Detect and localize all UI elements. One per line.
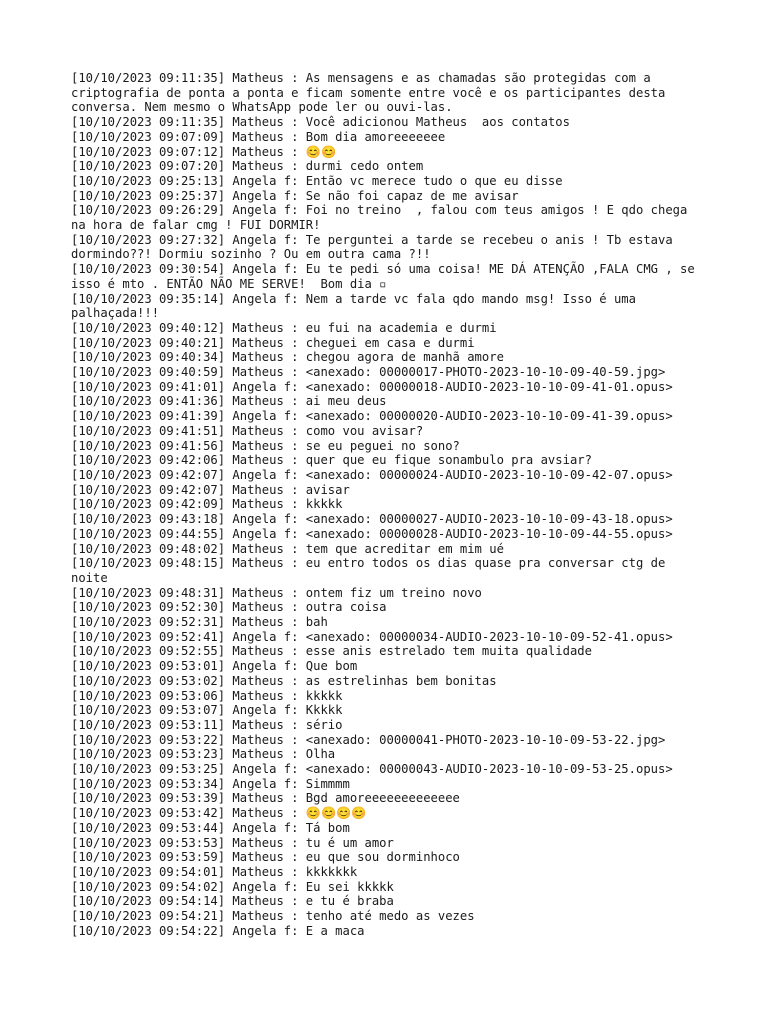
message-line: [10/10/2023 09:54:02] Angela f: Eu sei kkkkk: [71, 879, 394, 894]
chat-transcript: [71, 71, 703, 938]
message-line: [10/10/2023 09:40:34] Matheus : chegou agora de manhã amore: [71, 350, 504, 365]
message-line: [10/10/2023 09:54:14] Matheus : e tu é braba: [71, 894, 394, 909]
message-line: [10/10/2023 09:53:39] Matheus : Bgd amoreeeeeeeeeeeee: [71, 791, 460, 806]
message-line: [10/10/2023 09:54:21] Matheus : tenho até medo as vezes: [71, 909, 475, 924]
message-line: [10/10/2023 09:41:56] Matheus : se eu peguei no sono?: [71, 438, 460, 453]
message-line: [10/10/2023 09:25:13] Angela f: Então vc merece tudo o que eu disse: [71, 173, 563, 188]
message-line: [10/10/2023 09:42:07] Matheus : avisar: [71, 482, 350, 497]
message-line: [10/10/2023 09:40:12] Matheus : eu fui na academia e durmi: [71, 320, 497, 335]
message-line: [10/10/2023 09:53:42] Matheus : 😊😊😊😊: [71, 806, 367, 821]
message-line: [10/10/2023 09:53:11] Matheus : sério: [71, 717, 343, 732]
message-line: [10/10/2023 09:41:01] Angela f: <anexado: 00000018-AUDIO-2023-10-10-09-41-01.opus>: [71, 379, 673, 394]
message-line: [10/10/2023 09:35:14] Angela f: Nem a tarde vc fala qdo mando msg! Isso é uma palhaçada!!!: [71, 291, 644, 321]
message-line: [10/10/2023 09:53:02] Matheus : as estrelinhas bem bonitas: [71, 673, 497, 688]
message-line: [10/10/2023 09:52:30] Matheus : outra coisa: [71, 600, 387, 615]
message-line: [10/10/2023 09:07:09] Matheus : Bom dia amoreeeeeee: [71, 129, 446, 144]
message-line: [10/10/2023 09:52:55] Matheus : esse anis estrelado tem muita qualidade: [71, 644, 592, 659]
message-line: [10/10/2023 09:53:53] Matheus : tu é um amor: [71, 835, 394, 850]
message-line: [10/10/2023 09:48:15] Matheus : eu entro todos os dias quase pra conversar ctg de noite: [71, 556, 673, 585]
message-line: [10/10/2023 09:48:02] Matheus : tem que acreditar em mim ué: [71, 541, 504, 556]
message-line: [10/10/2023 09:42:07] Angela f: <anexado: 00000024-AUDIO-2023-10-10-09-42-07.opus>: [71, 467, 673, 482]
message-line: [10/10/2023 09:07:12] Matheus : 😊😊: [71, 144, 337, 159]
message-line: [10/10/2023 09:53:01] Angela f: Que bom: [71, 659, 358, 674]
message-line: [10/10/2023 09:53:07] Angela f: Kkkkk: [71, 703, 343, 718]
message-line: [10/10/2023 09:42:09] Matheus : kkkkk: [71, 497, 343, 512]
message-line: [10/10/2023 09:54:01] Matheus : kkkkkkk: [71, 864, 358, 879]
message-line: [10/10/2023 09:54:22] Angela f: E a maca: [71, 923, 365, 938]
message-line: [10/10/2023 09:53:23] Matheus : Olha: [71, 747, 336, 762]
message-line: [10/10/2023 09:42:06] Matheus : quer que eu fique sonambulo pra avsiar?: [71, 453, 592, 468]
message-line: [10/10/2023 09:52:31] Matheus : bah: [71, 615, 328, 630]
message-line: [10/10/2023 09:43:18] Angela f: <anexado: 00000027-AUDIO-2023-10-10-09-43-18.opus>: [71, 512, 673, 527]
message-line: [10/10/2023 09:53:06] Matheus : kkkkk: [71, 688, 343, 703]
message-line: [10/10/2023 09:53:25] Angela f: <anexado: 00000043-AUDIO-2023-10-10-09-53-25.opus>: [71, 762, 673, 777]
message-line: [10/10/2023 09:30:54] Angela f: Eu te pedi só uma coisa! ME DÁ ATENÇÃO ,FALA CMG , se isso é mto . ENTÃO NÃO ME SERVE! Bom dia ▫: [71, 262, 703, 291]
message-line: [10/10/2023 09:41:39] Angela f: <anexado: 00000020-AUDIO-2023-10-10-09-41-39.opus>: [71, 409, 673, 424]
message-line: [10/10/2023 09:53:59] Matheus : eu que sou dorminhoco: [71, 850, 460, 865]
message-line: [10/10/2023 09:40:59] Matheus : <anexado: 00000017-PHOTO-2023-10-10-09-40-59.jpg>: [71, 365, 666, 380]
message-line: [10/10/2023 09:41:36] Matheus : ai meu deus: [71, 394, 387, 409]
message-line: [10/10/2023 09:27:32] Angela f: Te perguntei a tarde se recebeu o anis ! Tb estava dormindo??! Dormiu sozinho ? Ou em outra cama ?!!: [71, 232, 681, 262]
message-line: [10/10/2023 09:52:41] Angela f: <anexado: 00000034-AUDIO-2023-10-10-09-52-41.opus>: [71, 629, 673, 644]
message-line: [10/10/2023 09:25:37] Angela f: Se não foi capaz de me avisar: [71, 188, 519, 203]
message-line: [10/10/2023 09:53:44] Angela f: Tá bom: [71, 820, 350, 835]
message-line: [10/10/2023 09:41:51] Matheus : como vou avisar?: [71, 423, 424, 438]
message-line: [10/10/2023 09:40:21] Matheus : cheguei em casa e durmi: [71, 335, 475, 350]
message-line: [10/10/2023 09:11:35] Matheus : Você adicionou Matheus aos contatos: [71, 115, 570, 130]
message-line: [10/10/2023 09:53:34] Angela f: Simmmm: [71, 776, 350, 791]
message-line: [10/10/2023 09:53:22] Matheus : <anexado: 00000041-PHOTO-2023-10-10-09-53-22.jpg>: [71, 732, 666, 747]
message-line: [10/10/2023 09:48:31] Matheus : ontem fiz um treino novo: [71, 585, 482, 600]
message-line: [10/10/2023 09:07:20] Matheus : durmi cedo ontem: [71, 159, 424, 174]
message-line: [10/10/2023 09:11:35] Matheus : As mensagens e as chamadas são protegidas com a criptografia de ponta a ponta e ficam somente entre você e os participantes desta conversa. Nem mesmo o WhatsApp pode ler ou ouvi-las.: [71, 71, 673, 115]
message-line: [10/10/2023 09:44:55] Angela f: <anexado: 00000028-AUDIO-2023-10-10-09-44-55.opus>: [71, 526, 673, 541]
message-line: [10/10/2023 09:26:29] Angela f: Foi no treino , falou com teus amigos ! E qdo chega na hora de falar cmg ! FUI DORMIR!: [71, 203, 695, 233]
